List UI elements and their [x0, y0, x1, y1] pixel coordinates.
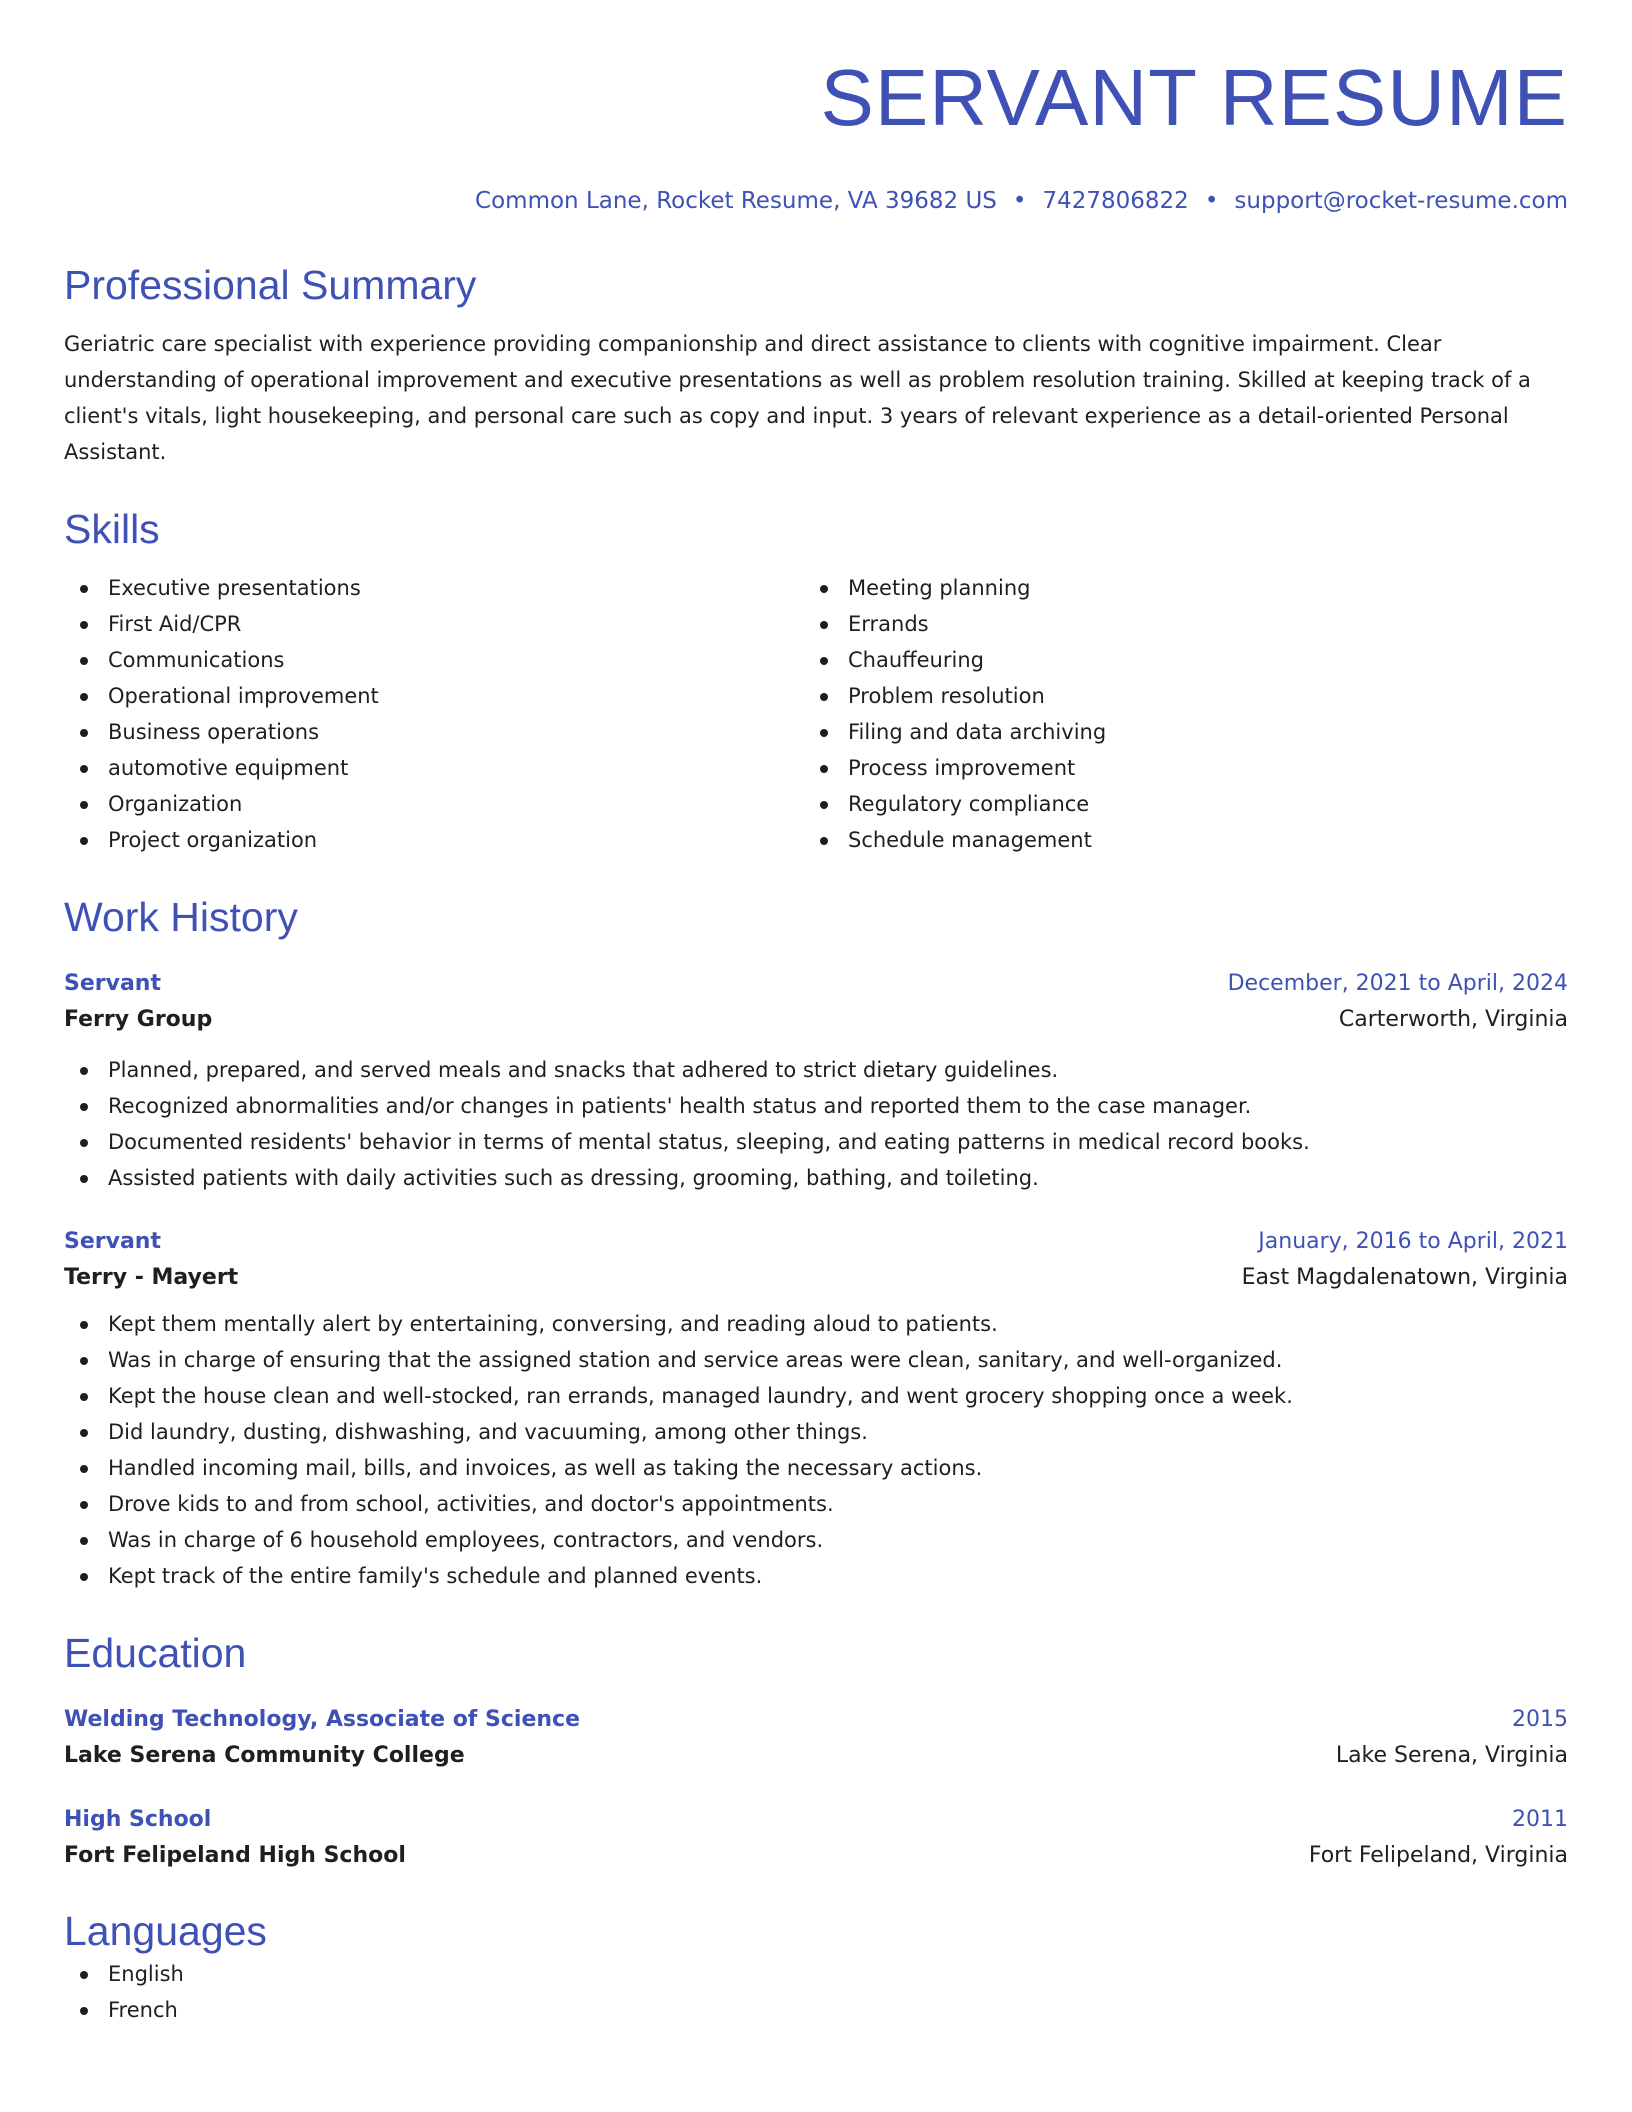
school-name: Lake Serena Community College	[64, 1743, 465, 1768]
job-duties-list	[64, 1306, 1568, 1594]
skill-item: Organization	[64, 786, 804, 822]
job-duty: Planned, prepared, and served meals and snacks that adhered to strict dietary guidelines.	[64, 1052, 1568, 1088]
contact-line	[64, 186, 1568, 216]
skill-item: Schedule management	[804, 822, 1544, 858]
job-duty: Did laundry, dusting, dishwashing, and vacuuming, among other things.	[64, 1414, 1568, 1450]
skill-item: Operational improvement	[64, 678, 804, 714]
education-entry	[64, 1704, 1568, 1776]
skills-grid	[64, 570, 1568, 858]
job-duty: Was in charge of 6 household employees, contractors, and vendors.	[64, 1522, 1568, 1558]
skill-item: Chauffeuring	[804, 642, 1544, 678]
graduation-year: 2011	[1512, 1807, 1568, 1832]
contact-separator: •	[1204, 188, 1219, 214]
language-item: English	[64, 1956, 1568, 1992]
skills-list-left	[64, 570, 804, 858]
job-duty: Documented residents' behavior in terms of mental status, sleeping, and eating patterns in medical record books.	[64, 1124, 1568, 1160]
job-duty: Was in charge of ensuring that the assigned station and service areas were clean, sanitary, and well-organized.	[64, 1342, 1568, 1378]
section-title-skills: Skills	[64, 506, 160, 552]
skill-item: Communications	[64, 642, 804, 678]
skill-item: Process improvement	[804, 750, 1544, 786]
job-title: Servant	[64, 971, 161, 996]
school-location: Fort Felipeland, Virginia	[1308, 1843, 1568, 1868]
section-title-work-history: Work History	[64, 894, 298, 940]
job-dates: January, 2016 to April, 2021	[1258, 1229, 1568, 1254]
company-location: East Magdalenatown, Virginia	[1241, 1265, 1568, 1290]
company-name: Terry - Mayert	[64, 1265, 239, 1290]
skills-list-right	[804, 570, 1544, 858]
work-entry-subheader	[64, 1258, 1568, 1298]
education-entry-header	[64, 1704, 1568, 1736]
education-entry-subheader	[64, 1836, 1568, 1876]
job-duty: Drove kids to and from school, activities, and doctor's appointments.	[64, 1486, 1568, 1522]
job-duty: Kept the house clean and well-stocked, ran errands, managed laundry, and went grocery shopping once a week.	[64, 1378, 1568, 1414]
skill-item: Executive presentations	[64, 570, 804, 606]
job-title: Servant	[64, 1229, 161, 1254]
job-duties-list	[64, 1052, 1568, 1196]
contact-address: Common Lane, Rocket Resume, VA 39682 US	[475, 188, 997, 214]
skill-item: Business operations	[64, 714, 804, 750]
section-title-languages: Languages	[64, 1908, 267, 1954]
education-entry-subheader	[64, 1736, 1568, 1776]
skill-item: Problem resolution	[804, 678, 1544, 714]
work-entry	[64, 1226, 1568, 1594]
skill-item: First Aid/CPR	[64, 606, 804, 642]
work-entry-header	[64, 968, 1568, 1000]
skills-column-left	[64, 570, 804, 858]
section-title-summary: Professional Summary	[64, 262, 477, 308]
work-entry	[64, 968, 1568, 1196]
education-entry-header	[64, 1804, 1568, 1836]
job-duty: Handled incoming mail, bills, and invoices, as well as taking the necessary actions.	[64, 1450, 1568, 1486]
contact-separator: •	[1012, 188, 1027, 214]
job-duty: Recognized abnormalities and/or changes in patients' health status and reported them to the case manager.	[64, 1088, 1568, 1124]
school-name: Fort Felipeland High School	[64, 1843, 406, 1868]
skill-item: Meeting planning	[804, 570, 1544, 606]
school-location: Lake Serena, Virginia	[1335, 1743, 1568, 1768]
contact-email: support@rocket-resume.com	[1234, 188, 1568, 214]
education-entry	[64, 1804, 1568, 1876]
degree-name: Welding Technology, Associate of Science	[64, 1707, 581, 1732]
contact-phone: 7427806822	[1042, 188, 1189, 214]
company-location: Carterworth, Virginia	[1338, 1007, 1568, 1032]
language-item: French	[64, 1992, 1568, 2028]
skills-column-right	[804, 570, 1544, 858]
degree-name: High School	[64, 1807, 212, 1832]
job-duty: Kept them mentally alert by entertaining, conversing, and reading aloud to patients.	[64, 1306, 1568, 1342]
job-duty: Kept track of the entire family's schedule and planned events.	[64, 1558, 1568, 1594]
skill-item: Filing and data archiving	[804, 714, 1544, 750]
summary-text: Geriatric care specialist with experience providing companionship and direct assistance to clients with cognitive impairment. Clear understanding of operational improvement and executive presentations as well as problem resolution training. Skilled at keeping track of a client's vitals, light housekeeping, and personal care such as copy and input. 3 years of relevant experience as a detail-oriented Personal Assistant.	[64, 332, 1531, 464]
company-name: Ferry Group	[64, 1007, 213, 1032]
resume-name: SERVANT RESUME	[820, 53, 1568, 142]
work-entry-subheader	[64, 1000, 1568, 1040]
skill-item: Project organization	[64, 822, 804, 858]
job-dates: December, 2021 to April, 2024	[1227, 971, 1568, 996]
languages-list	[64, 1956, 1568, 2028]
section-title-education: Education	[64, 1630, 247, 1676]
skill-item: Errands	[804, 606, 1544, 642]
graduation-year: 2015	[1512, 1707, 1568, 1732]
skill-item: Regulatory compliance	[804, 786, 1544, 822]
work-entry-header	[64, 1226, 1568, 1258]
skill-item: automotive equipment	[64, 750, 804, 786]
job-duty: Assisted patients with daily activities such as dressing, grooming, bathing, and toileting.	[64, 1160, 1568, 1196]
